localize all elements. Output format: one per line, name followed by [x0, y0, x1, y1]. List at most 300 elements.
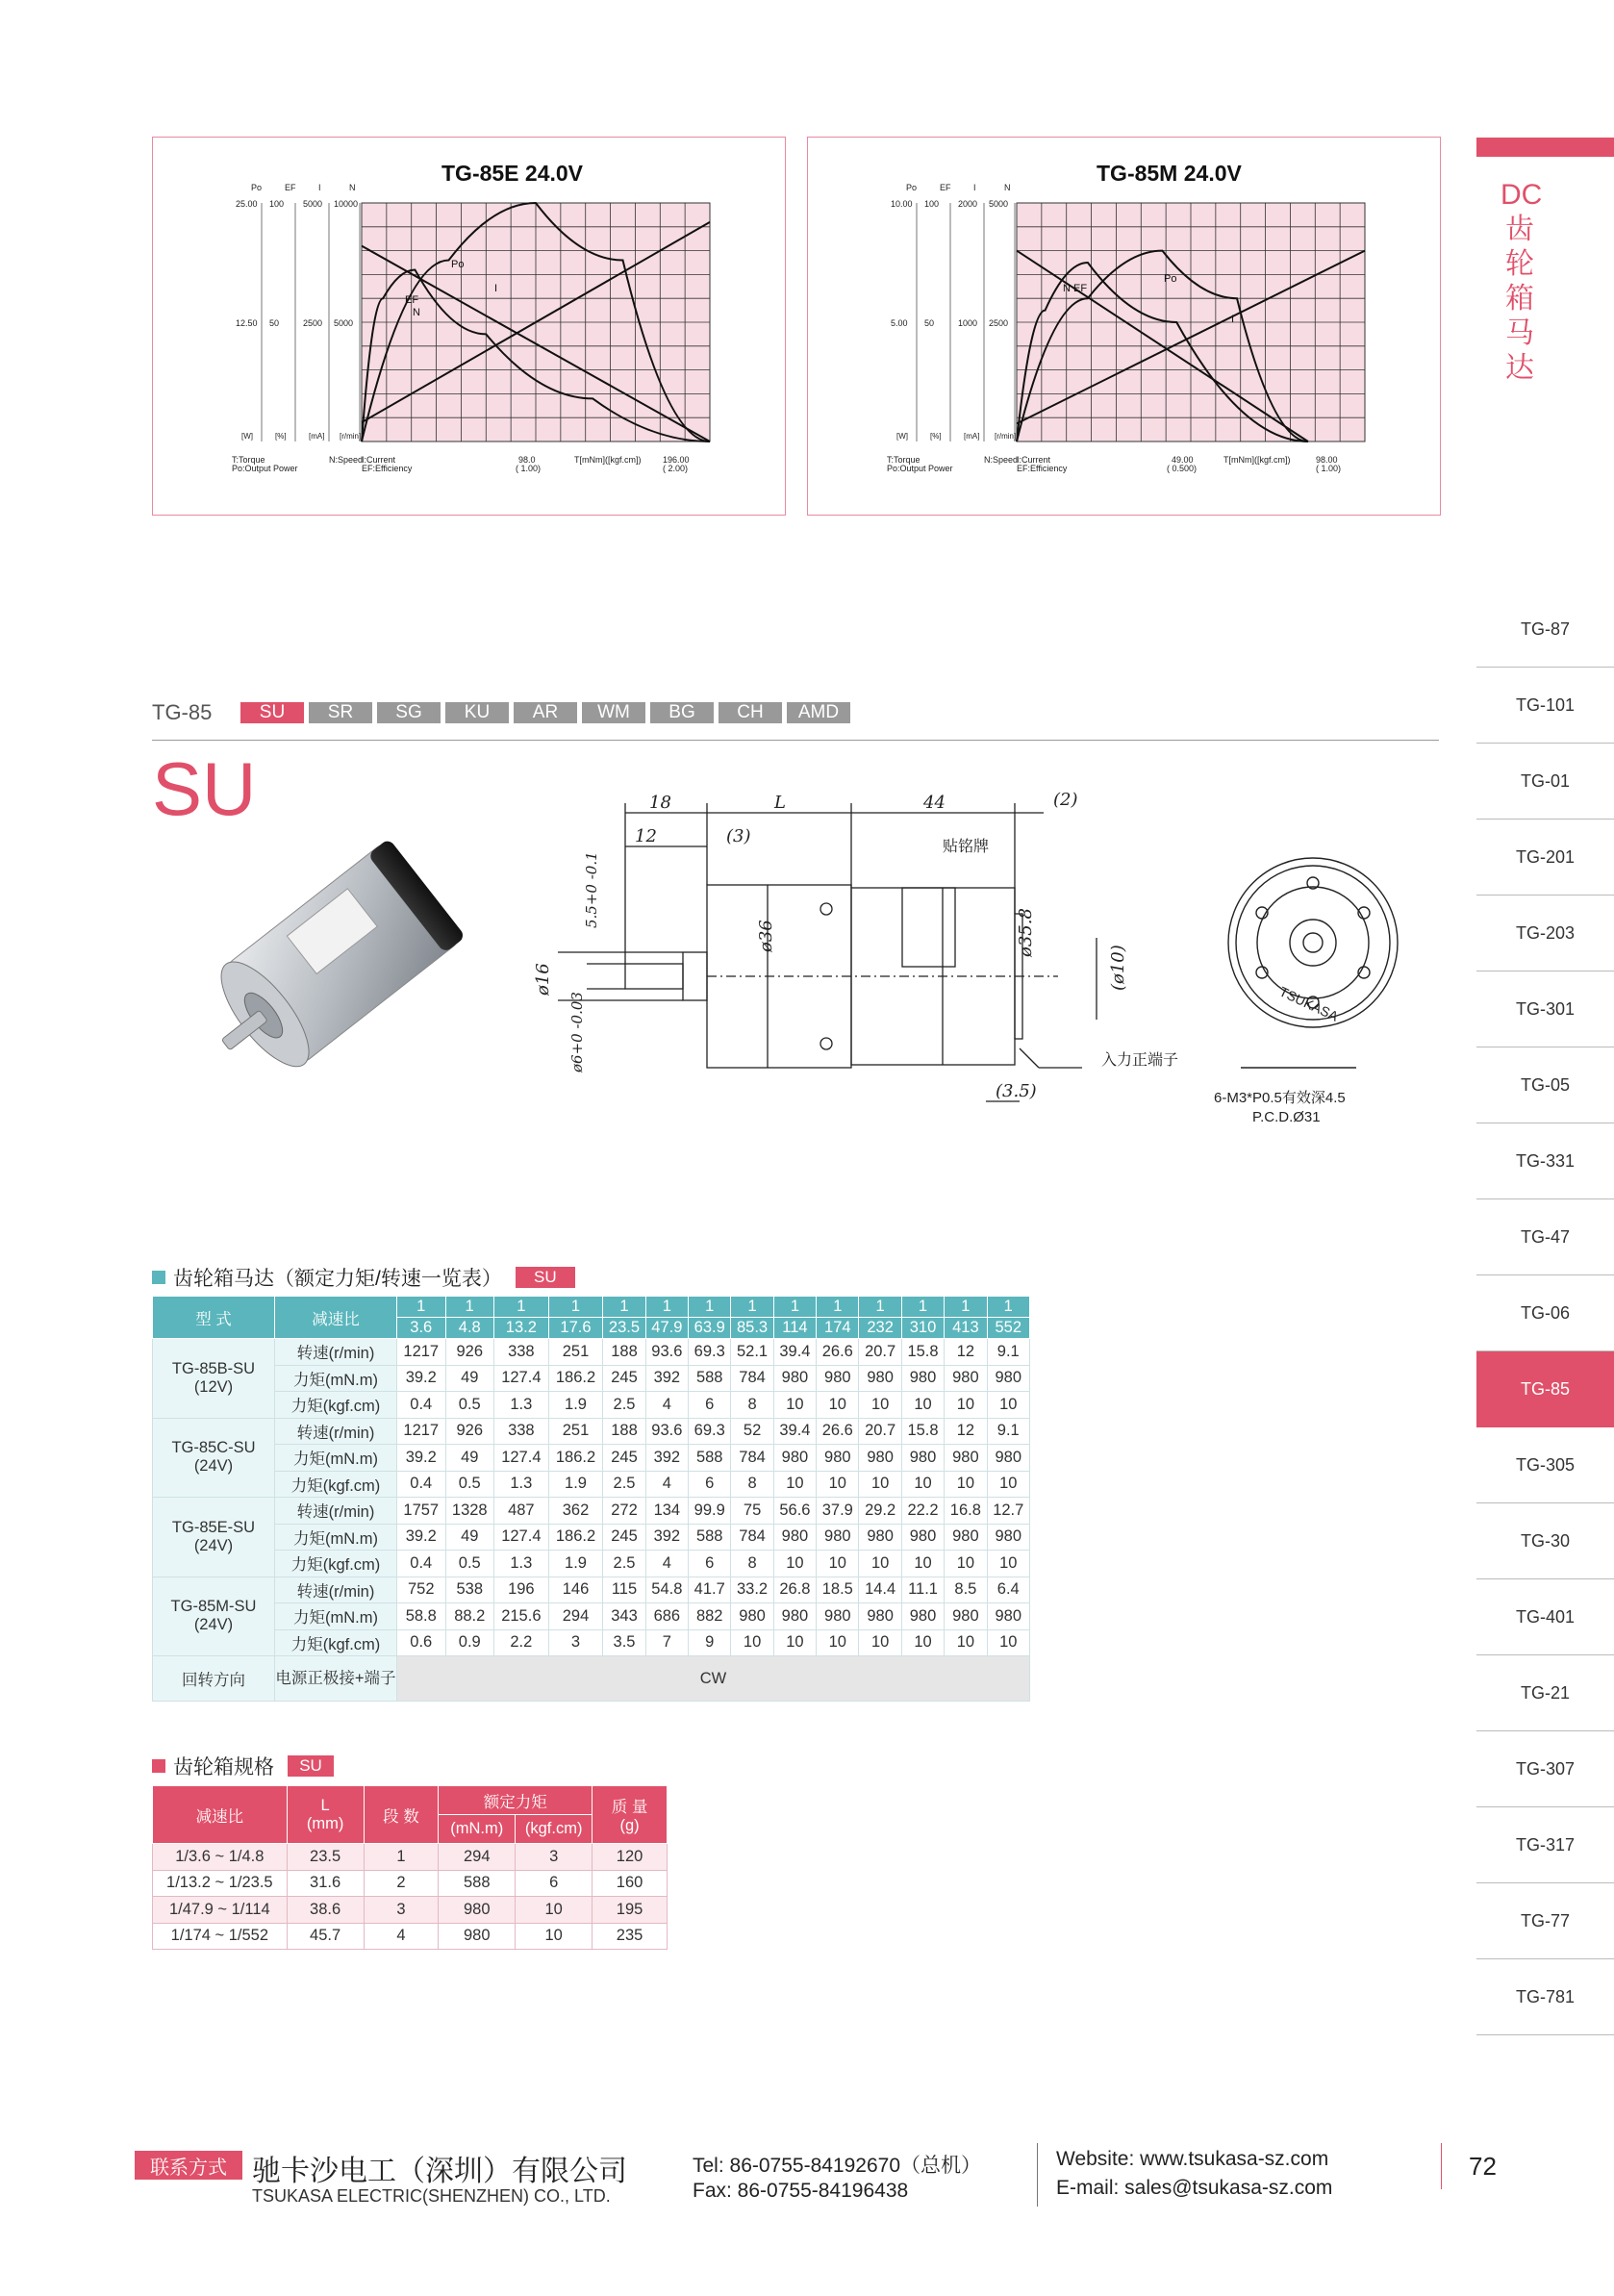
tick-label: 100 — [269, 199, 285, 209]
col-torque: 额定力矩 — [439, 1786, 593, 1815]
end-view-drawing — [1202, 846, 1424, 1125]
axis-label-i: I — [973, 183, 976, 192]
model-name: TG-85B-SU — [171, 1359, 256, 1377]
value-cell: 127.4 — [494, 1524, 549, 1551]
table1-heading — [152, 1263, 575, 1292]
value-cell: 980 — [945, 1365, 987, 1392]
value-cell: 33.2 — [731, 1577, 773, 1603]
value-cell: 980 — [987, 1445, 1029, 1472]
value-cell: 980 — [859, 1365, 901, 1392]
value-cell: 188 — [603, 1418, 645, 1445]
value-cell: 39.2 — [397, 1445, 446, 1472]
model-name: TG-85C-SU — [171, 1439, 256, 1457]
tick-label: 100 — [924, 199, 940, 209]
tick-label: 5000 — [334, 318, 354, 328]
pcd-note: P.C.D.Ø31 — [1252, 1109, 1321, 1125]
x-axis-label: T[mNm]([kgf.cm]) — [574, 455, 642, 465]
value-cell: 49 — [445, 1365, 494, 1392]
value-cell: 2.2 — [494, 1629, 549, 1656]
ratio-denominator: 63.9 — [689, 1318, 731, 1339]
ratio-numerator: 1 — [689, 1297, 731, 1318]
length-unit: (mm) — [306, 1814, 344, 1832]
value-cell: 10 — [817, 1392, 859, 1419]
ratio-denominator: 85.3 — [731, 1318, 773, 1339]
value-cell: 6 — [689, 1551, 731, 1577]
value-cell: 980 — [817, 1603, 859, 1630]
table-row — [153, 1629, 1030, 1656]
legend-entry: N:Speed — [329, 455, 364, 465]
table2-title: 齿轮箱规格 — [173, 1756, 274, 1779]
model-cell — [153, 1339, 275, 1419]
sidebar-item-tg-87[interactable]: TG-87 — [1476, 592, 1614, 668]
ratio-denominator: 47.9 — [645, 1318, 688, 1339]
value-cell: 39.2 — [397, 1524, 446, 1551]
value-cell: 10 — [945, 1629, 987, 1656]
value-cell: 58.8 — [397, 1603, 446, 1630]
sidebar-item-tg-307[interactable]: TG-307 — [1476, 1731, 1614, 1807]
value-cell: 26.6 — [817, 1418, 859, 1445]
tick-label: 10000 — [334, 199, 359, 209]
sidebar-item-tg-21[interactable]: TG-21 — [1476, 1655, 1614, 1731]
axis-label-po: Po — [906, 183, 918, 192]
value-cell: 588 — [439, 1870, 516, 1897]
tab-wm[interactable]: WM — [582, 702, 645, 723]
ratio-denominator: 310 — [901, 1318, 944, 1339]
ratio-denominator: 552 — [987, 1318, 1029, 1339]
ratio-denominator: 3.6 — [397, 1318, 446, 1339]
value-cell: 784 — [731, 1445, 773, 1472]
curve-label: N — [413, 307, 420, 318]
tick-label: 25.00 — [236, 199, 258, 209]
pink-square-icon — [152, 1759, 165, 1773]
value-cell: 980 — [817, 1445, 859, 1472]
value-cell: 7 — [645, 1629, 688, 1656]
value-cell: 1.9 — [548, 1392, 603, 1419]
model-voltage: (24V) — [193, 1457, 234, 1476]
value-cell: 362 — [548, 1498, 603, 1525]
legend-entry: EF:Efficiency — [1017, 464, 1068, 473]
ratio-denominator: 4.8 — [445, 1318, 494, 1339]
dim-16: ø16 — [533, 963, 553, 996]
value-cell: 39.4 — [773, 1418, 816, 1445]
value-cell: 2.5 — [603, 1392, 645, 1419]
ratio-denominator: 174 — [817, 1318, 859, 1339]
value-cell: 2.5 — [603, 1471, 645, 1498]
performance-chart-85m — [807, 137, 1441, 516]
value-cell: 3 — [548, 1629, 603, 1656]
table-row — [153, 1844, 668, 1871]
gearbox-spec-table — [152, 1785, 668, 1950]
sidebar-item-tg-01[interactable]: TG-01 — [1476, 744, 1614, 820]
value-cell: 1/13.2 ~ 1/23.5 — [153, 1870, 288, 1897]
value-cell: 31.6 — [287, 1870, 364, 1897]
col-length — [287, 1786, 364, 1844]
tab-su[interactable]: SU — [240, 702, 304, 723]
value-cell: 1 — [364, 1844, 439, 1871]
row-label: 力矩(kgf.cm) — [275, 1392, 397, 1419]
rotation-row — [153, 1656, 1030, 1702]
axis-label-po: Po — [251, 183, 263, 192]
value-cell: 41.7 — [689, 1577, 731, 1603]
value-cell: 980 — [773, 1445, 816, 1472]
value-cell: 1.9 — [548, 1551, 603, 1577]
sidebar-item-tg-201[interactable]: TG-201 — [1476, 820, 1614, 896]
value-cell: 12.7 — [987, 1498, 1029, 1525]
legend-entry: T:Torque — [887, 455, 920, 465]
tick-label: 2500 — [989, 318, 1009, 328]
value-cell: 10 — [859, 1551, 901, 1577]
curve-label: Po — [1164, 273, 1177, 285]
ratio-numerator: 1 — [817, 1297, 859, 1318]
value-cell: 186.2 — [548, 1524, 603, 1551]
value-cell: 115 — [603, 1577, 645, 1603]
ratio-numerator: 1 — [548, 1297, 603, 1318]
value-cell: 99.9 — [689, 1498, 731, 1525]
dim-44: 44 — [923, 793, 946, 813]
value-cell: 146 — [548, 1577, 603, 1603]
value-cell: 10 — [731, 1629, 773, 1656]
dim-L: L — [774, 793, 786, 813]
sidebar-item-tg-781[interactable]: TG-781 — [1476, 1959, 1614, 2035]
row-label: 力矩(mN.m) — [275, 1524, 397, 1551]
value-cell: 10 — [773, 1471, 816, 1498]
value-cell: 6 — [516, 1870, 593, 1897]
sidebar-item-tg-05[interactable]: TG-05 — [1476, 1047, 1614, 1123]
value-cell: 392 — [645, 1445, 688, 1472]
tab-sg[interactable]: SG — [377, 702, 441, 723]
col-mass — [593, 1786, 668, 1844]
tick-label: 5.00 — [891, 318, 908, 328]
value-cell: 1/174 ~ 1/552 — [153, 1923, 288, 1950]
mass-label: 质 量 — [611, 1799, 648, 1816]
ratio-numerator: 1 — [603, 1297, 645, 1318]
value-cell: 0.5 — [445, 1471, 494, 1498]
row-label: 力矩(kgf.cm) — [275, 1471, 397, 1498]
value-cell: 12 — [945, 1418, 987, 1445]
value-cell: 10 — [901, 1471, 944, 1498]
sidebar-item-tg-301[interactable]: TG-301 — [1476, 971, 1614, 1047]
sidebar-item-tg-30[interactable]: TG-30 — [1476, 1503, 1614, 1579]
model-name: TG-85M-SU — [170, 1598, 257, 1616]
dim-5-5: 5.5+0 -0.1 — [583, 851, 600, 928]
tab-ar[interactable]: AR — [514, 702, 577, 723]
value-cell: 2 — [364, 1870, 439, 1897]
value-cell: 0.4 — [397, 1471, 446, 1498]
value-cell: 18.5 — [817, 1577, 859, 1603]
brand-label: TSUKASA — [1276, 983, 1341, 1024]
table1-title: 齿轮箱马达（额定力矩/转速一览表） — [173, 1268, 502, 1290]
motor-photo — [183, 818, 500, 1116]
value-cell: 926 — [445, 1339, 494, 1366]
value-cell: 4 — [364, 1923, 439, 1950]
value-cell: 9.1 — [987, 1339, 1029, 1366]
tab-bg[interactable]: BG — [650, 702, 714, 723]
value-cell: 6 — [689, 1471, 731, 1498]
value-cell: 980 — [817, 1524, 859, 1551]
value-cell: 272 — [603, 1498, 645, 1525]
value-cell: 882 — [689, 1603, 731, 1630]
model-name: TG-85E-SU — [171, 1518, 256, 1536]
value-cell: 160 — [593, 1870, 668, 1897]
value-cell: 1.3 — [494, 1551, 549, 1577]
ratio-numerator: 1 — [945, 1297, 987, 1318]
sidebar-item-tg-101[interactable]: TG-101 — [1476, 668, 1614, 744]
value-cell: 10 — [773, 1551, 816, 1577]
page-divider — [1441, 2143, 1442, 2189]
axis-label-ef: EF — [940, 183, 951, 192]
value-cell: 9.1 — [987, 1418, 1029, 1445]
value-cell: 16.8 — [945, 1498, 987, 1525]
value-cell: 11.1 — [901, 1577, 944, 1603]
chart-svg — [808, 138, 1442, 517]
ratio-denominator: 114 — [773, 1318, 816, 1339]
axis-unit: [mA] — [309, 432, 325, 441]
nameplate-label: 贴铭牌 — [943, 839, 990, 855]
value-cell: 37.9 — [817, 1498, 859, 1525]
axis-unit: [W] — [896, 432, 908, 441]
value-cell: 2.5 — [603, 1551, 645, 1577]
axis-label-n: N — [1004, 183, 1011, 192]
value-cell: 10 — [901, 1392, 944, 1419]
value-cell: 294 — [548, 1603, 603, 1630]
table-row — [153, 1365, 1030, 1392]
sidebar-accent-bar — [1476, 138, 1614, 157]
value-cell: 392 — [645, 1524, 688, 1551]
sidebar-item-tg-85[interactable]: TG-85 — [1476, 1351, 1614, 1427]
divider — [152, 740, 1439, 741]
value-cell: 980 — [817, 1365, 859, 1392]
sidebar-item-tg-06[interactable]: TG-06 — [1476, 1275, 1614, 1351]
value-cell: 188 — [603, 1339, 645, 1366]
ratio-numerator: 1 — [987, 1297, 1029, 1318]
value-cell: 49 — [445, 1445, 494, 1472]
dim-36: ø36 — [756, 920, 776, 952]
value-cell: 251 — [548, 1418, 603, 1445]
legend-entry: I:Current — [1017, 455, 1051, 465]
chart-title: TG-85E 24.0V — [441, 161, 584, 186]
value-cell: 215.6 — [494, 1603, 549, 1630]
dim-3-5: (3.5) — [996, 1081, 1037, 1101]
sidebar-item-tg-317[interactable]: TG-317 — [1476, 1807, 1614, 1883]
axis-unit: [%] — [930, 432, 942, 441]
value-cell: 195 — [593, 1897, 668, 1924]
axis-unit: [mA] — [964, 432, 980, 441]
x-tick-label: 49.00 — [1172, 455, 1194, 465]
value-cell: 10 — [987, 1551, 1029, 1577]
row-label: 转速(r/min) — [275, 1498, 397, 1525]
value-cell: 1.3 — [494, 1471, 549, 1498]
table-row — [153, 1418, 1030, 1445]
value-cell: 10 — [859, 1471, 901, 1498]
value-cell: 6 — [689, 1392, 731, 1419]
value-cell: 588 — [689, 1445, 731, 1472]
tel: Tel: 86-0755-84192670（总机） — [693, 2155, 982, 2177]
value-cell: 10 — [987, 1629, 1029, 1656]
value-cell: 8.5 — [945, 1577, 987, 1603]
value-cell: 10 — [817, 1629, 859, 1656]
value-cell: 588 — [689, 1365, 731, 1392]
sidebar-item-tg-401[interactable]: TG-401 — [1476, 1579, 1614, 1655]
value-cell: 392 — [645, 1365, 688, 1392]
legend-entry: T:Torque — [232, 455, 265, 465]
tick-label: 2000 — [958, 199, 978, 209]
value-cell: 245 — [603, 1445, 645, 1472]
value-cell: 10 — [859, 1629, 901, 1656]
tick-label: 2500 — [303, 318, 323, 328]
axis-unit: [%] — [275, 432, 287, 441]
value-cell: 980 — [859, 1445, 901, 1472]
dim-2: (2) — [1053, 790, 1078, 810]
value-cell: 3 — [516, 1844, 593, 1871]
table-row — [153, 1339, 1030, 1366]
rotation-value: CW — [397, 1656, 1030, 1702]
value-cell: 52 — [731, 1418, 773, 1445]
x-tick-label: 98.0 — [518, 455, 536, 465]
tab-ch[interactable]: CH — [719, 702, 782, 723]
value-cell: 0.9 — [445, 1629, 494, 1656]
value-cell: 980 — [945, 1603, 987, 1630]
row-label: 力矩(mN.m) — [275, 1445, 397, 1472]
row-label: 力矩(mN.m) — [275, 1365, 397, 1392]
value-cell: 10 — [945, 1471, 987, 1498]
value-cell: 294 — [439, 1844, 516, 1871]
value-cell: 75 — [731, 1498, 773, 1525]
axis-unit: [W] — [241, 432, 253, 441]
dim-10: (ø10) — [1108, 945, 1128, 991]
value-cell: 69.3 — [689, 1339, 731, 1366]
value-cell: 120 — [593, 1844, 668, 1871]
tick-label: 1000 — [958, 318, 978, 328]
email-link[interactable]: E-mail: sales@tsukasa-sz.com — [1056, 2177, 1333, 2199]
fax: Fax: 86-0755-84196438 — [693, 2180, 909, 2202]
tab-amd[interactable]: AMD — [787, 702, 850, 723]
value-cell: 69.3 — [689, 1418, 731, 1445]
value-cell: 8 — [731, 1471, 773, 1498]
legend-entry: N:Speed — [984, 455, 1019, 465]
value-cell: 343 — [603, 1603, 645, 1630]
value-cell: 23.5 — [287, 1844, 364, 1871]
value-cell: 0.4 — [397, 1551, 446, 1577]
value-cell: 39.2 — [397, 1365, 446, 1392]
x-tick-label: ( 1.00) — [1316, 464, 1342, 473]
x-tick-label: ( 2.00) — [663, 464, 689, 473]
row-label: 转速(r/min) — [275, 1418, 397, 1445]
ratio-numerator: 1 — [859, 1297, 901, 1318]
value-cell: 980 — [773, 1524, 816, 1551]
company-en: TSUKASA ELECTRIC(SHENZHEN) CO., LTD. — [252, 2186, 611, 2206]
value-cell: 980 — [987, 1603, 1029, 1630]
row-label: 转速(r/min) — [275, 1339, 397, 1366]
terminal-label: 入力正端子 — [1101, 1052, 1179, 1069]
curve-label: EF — [405, 294, 419, 306]
value-cell: 338 — [494, 1418, 549, 1445]
value-cell: 1328 — [445, 1498, 494, 1525]
value-cell: 93.6 — [645, 1418, 688, 1445]
value-cell: 980 — [773, 1365, 816, 1392]
value-cell: 38.6 — [287, 1897, 364, 1924]
value-cell: 20.7 — [859, 1339, 901, 1366]
value-cell: 251 — [548, 1339, 603, 1366]
rated-torque-speed-table — [152, 1296, 1030, 1702]
dimension-drawing — [519, 774, 1193, 1130]
value-cell: 784 — [731, 1524, 773, 1551]
value-cell: 752 — [397, 1577, 446, 1603]
value-cell: 127.4 — [494, 1445, 549, 1472]
ratio-denominator: 232 — [859, 1318, 901, 1339]
value-cell: 22.2 — [901, 1498, 944, 1525]
value-cell: 52.1 — [731, 1339, 773, 1366]
sidebar-item-tg-77[interactable]: TG-77 — [1476, 1883, 1614, 1959]
value-cell: 980 — [901, 1603, 944, 1630]
value-cell: 186.2 — [548, 1445, 603, 1472]
value-cell: 980 — [901, 1524, 944, 1551]
value-cell: 3 — [364, 1897, 439, 1924]
value-cell: 980 — [901, 1365, 944, 1392]
axis-label-ef: EF — [285, 183, 296, 192]
table2-heading — [152, 1752, 334, 1780]
sidebar-item-tg-305[interactable]: TG-305 — [1476, 1427, 1614, 1503]
value-cell: 29.2 — [859, 1498, 901, 1525]
value-cell: 980 — [987, 1365, 1029, 1392]
legend-entry: EF:Efficiency — [362, 464, 413, 473]
tab-ku[interactable]: KU — [445, 702, 509, 723]
sidebar-item-tg-47[interactable]: TG-47 — [1476, 1199, 1614, 1275]
chart-title: TG-85M 24.0V — [1097, 161, 1242, 186]
value-cell: 88.2 — [445, 1603, 494, 1630]
value-cell: 10 — [945, 1392, 987, 1419]
row-label: 力矩(mN.m) — [275, 1603, 397, 1630]
table-row — [153, 1445, 1030, 1472]
series-label: TG-85 — [152, 700, 213, 724]
tab-sr[interactable]: SR — [309, 702, 372, 723]
value-cell: 12 — [945, 1339, 987, 1366]
ratio-denominator: 17.6 — [548, 1318, 603, 1339]
dim-3: (3) — [726, 826, 751, 846]
value-cell: 1/3.6 ~ 1/4.8 — [153, 1844, 288, 1871]
value-cell: 10 — [901, 1551, 944, 1577]
table-row — [153, 1923, 668, 1950]
table1-tag: SU — [516, 1267, 575, 1288]
value-cell: 45.7 — [287, 1923, 364, 1950]
sidebar-item-tg-203[interactable]: TG-203 — [1476, 896, 1614, 971]
chart-svg — [153, 138, 787, 517]
legend-entry: I:Current — [362, 455, 396, 465]
value-cell: 10 — [516, 1897, 593, 1924]
value-cell: 245 — [603, 1365, 645, 1392]
sidebar-item-tg-331[interactable]: TG-331 — [1476, 1123, 1614, 1199]
value-cell: 49 — [445, 1524, 494, 1551]
length-label: L — [320, 1796, 330, 1814]
table-row — [153, 1577, 1030, 1603]
tick-label: 5000 — [989, 199, 1009, 209]
ratio-numerator: 1 — [773, 1297, 816, 1318]
value-cell: 10 — [987, 1471, 1029, 1498]
dim-35-8: ø35.8 — [1016, 908, 1036, 957]
value-cell: 15.8 — [901, 1418, 944, 1445]
page-number: 72 — [1469, 2152, 1497, 2181]
website-link[interactable]: Website: www.tsukasa-sz.com — [1056, 2148, 1329, 2170]
model-cell — [153, 1498, 275, 1577]
value-cell: 1.3 — [494, 1392, 549, 1419]
tick-label: 50 — [924, 318, 935, 328]
model-cell — [153, 1418, 275, 1498]
teal-square-icon — [152, 1271, 165, 1284]
rotation-condition: 电源正极接+端子 — [275, 1656, 397, 1702]
value-cell: 10 — [773, 1629, 816, 1656]
model-voltage: (12V) — [193, 1377, 234, 1396]
value-cell: 56.6 — [773, 1498, 816, 1525]
value-cell: 1.9 — [548, 1471, 603, 1498]
